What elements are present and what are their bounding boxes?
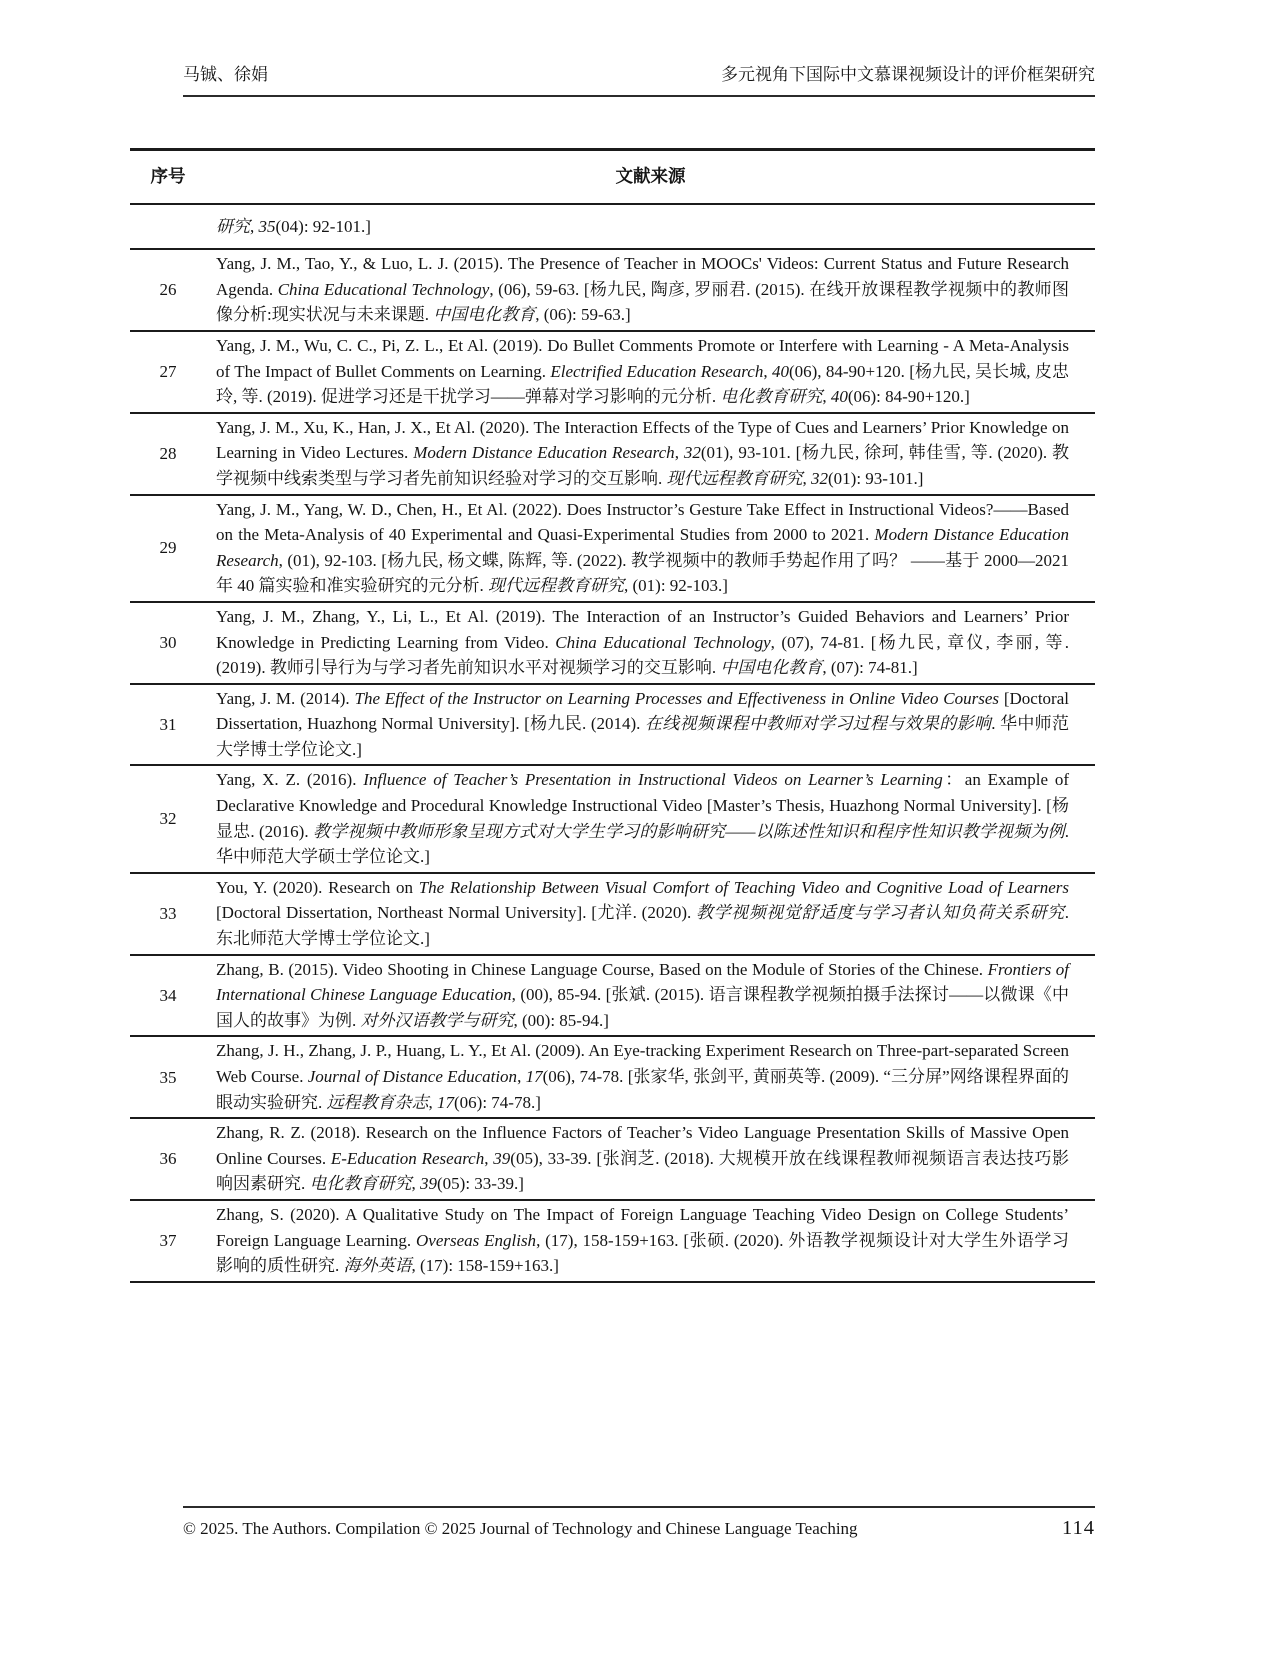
- source-segment: ,: [674, 443, 684, 463]
- source-segment-italic: 教学视频视觉舒适度与学习者认知负荷关系研究: [696, 903, 1065, 923]
- row-source: [206, 602, 1095, 684]
- source-segment: ,: [517, 1067, 526, 1086]
- row-source: [206, 249, 1095, 331]
- row-number: 29: [159, 538, 177, 558]
- source-segment: (01), 93-101. [杨九民, 徐珂, 韩佳雪, 等. (2020). 教学视频中线索类型与学习者先前知识经验对学习的交互影响.: [216, 443, 1070, 488]
- source-segment-italic: 对外汉语教学与研究: [360, 1010, 514, 1030]
- source-segment: Zhang, S. (2020). A Qualitative Study on The Impact of Foreign Language Teaching Video Design on College Students’ Foreign Language Learning.: [216, 1204, 1069, 1250]
- source-segment-italic: China Educational Technology: [555, 632, 771, 652]
- table-row: [130, 1200, 1095, 1282]
- page-footer: [183, 1506, 1095, 1540]
- table-row: [130, 1118, 1095, 1200]
- source-segment-italic: Electrified Education Research: [550, 361, 764, 381]
- source-segment: Yang, J. M., Xu, K., Han, J. X., Et Al. (2020). The Interaction Effects of the Type of Cues and Learners’ Prior Knowledge on Learning in Video Lectures.: [216, 417, 1069, 463]
- source-segment-italic: 40: [771, 361, 789, 381]
- source-segment: (04): 92-101.]: [275, 216, 371, 236]
- source-segment-italic: 电化教育研究: [309, 1174, 412, 1194]
- row-number: 31: [159, 714, 177, 734]
- table-row: [130, 684, 1095, 766]
- source-segment: ：an Example of Declarative Knowledge and Procedural Knowledge Instructional Video [Master’s Thesis, Huazhong Normal University]. [杨显忠. (2016).: [216, 770, 1069, 841]
- source-segment-italic: 中国电化教育: [720, 658, 823, 678]
- table-row: [130, 955, 1095, 1037]
- source-segment: ,: [250, 216, 259, 236]
- source-segment: Yang, J. M., Zhang, Y., Li, L., Et Al. (2019). The Interaction of an Instructor’s Guided Behaviors and Learners’ Prior Knowledge in Predicting Learning from Video.: [216, 606, 1069, 652]
- source-segment: , (00), 85-94. [张斌. (2015). 语言课程教学视频拍摄手法探讨——以微课《中国人的故事》为例.: [216, 985, 1070, 1030]
- source-segment: [Doctoral Dissertation, Huazhong Normal University]. [杨九民. (2014).: [216, 688, 1069, 734]
- source-segment-italic: 海外英语: [343, 1256, 412, 1276]
- row-source: [206, 873, 1095, 955]
- source-segment-italic: 在线视频课程中教师对学习过程与效果的影响: [645, 714, 992, 734]
- row-source: [206, 1200, 1095, 1282]
- source-segment: , (06), 59-63. [杨九民, 陶彦, 罗丽君. (2015). 在线开放课程教学视频中的教师图像分析:现实状况与未来课题.: [216, 279, 1070, 325]
- source-segment: (06): 84-90+120.]: [847, 387, 970, 407]
- source-segment-italic: Influence of Teacher’s Presentation in Instructional Videos on Learner’s Learning: [363, 770, 943, 790]
- source-segment: [Doctoral Dissertation, Northeast Normal University]. [尤洋. (2020).: [216, 903, 697, 923]
- source-segment-italic: 17: [525, 1067, 543, 1086]
- source-segment-italic: China Educational Technology: [277, 279, 490, 299]
- table-row: [130, 873, 1095, 955]
- source-segment-italic: 39: [420, 1174, 437, 1194]
- source-segment: ,: [484, 1148, 494, 1168]
- source-segment: Yang, X. Z. (2016).: [216, 770, 364, 790]
- table-row: [130, 602, 1095, 684]
- row-source: [206, 495, 1095, 602]
- source-segment: ,: [802, 468, 811, 488]
- table-row: [130, 413, 1095, 495]
- row-number: 26: [159, 280, 177, 300]
- source-segment: ,: [822, 387, 831, 407]
- source-segment-italic: Modern Distance Education Research: [216, 525, 1069, 570]
- row-number: 37: [159, 1231, 177, 1251]
- source-segment: ,: [428, 1092, 437, 1112]
- row-number: 35: [159, 1067, 177, 1087]
- source-segment: , (06): 59-63.]: [535, 305, 631, 325]
- table-header-row: [130, 150, 1095, 204]
- source-segment: (01): 93-101.]: [828, 468, 924, 488]
- row-number: 30: [159, 633, 177, 652]
- source-segment: (06), 74-78. [张家华, 张剑平, 黄丽英等. (2009). “三分屏”网络课程界面的眼动实验研究.: [216, 1067, 1070, 1112]
- row-source: [206, 684, 1095, 766]
- running-head: [183, 64, 1095, 97]
- source-segment: ,: [411, 1174, 420, 1194]
- source-segment-italic: 39: [493, 1148, 511, 1168]
- source-segment-italic: 32: [811, 468, 828, 488]
- table-row: [130, 204, 1095, 250]
- source-segment: , (01), 92-103. [杨九民, 杨文蝶, 陈辉, 等. (2022). 教学视频中的教师手势起作用了吗？ ——基于 2000—2021 年 40 篇实验和准实验研究的元分析.: [216, 550, 1069, 596]
- table-row: [130, 765, 1095, 872]
- source-segment: , (01): 92-103.]: [624, 576, 728, 596]
- source-segment: Yang, J. M., Wu, C. C., Pi, Z. L., Et Al. (2019). Do Bullet Comments Promote or Interfere with Learning - A Meta-Analysis of The Impact of Bullet Comments on Learning.: [216, 335, 1069, 381]
- row-number: 33: [159, 903, 177, 923]
- row-source: [206, 331, 1095, 413]
- source-segment-italic: 电化教育研究: [720, 387, 823, 407]
- row-source: [206, 955, 1095, 1037]
- source-segment-italic: E-Education Research: [330, 1148, 485, 1168]
- table-row: [130, 249, 1095, 331]
- row-source: [206, 1118, 1095, 1200]
- running-head-title: 多元视角下国际中文慕课视频设计的评价框架研究: [721, 65, 1095, 84]
- row-source: [206, 204, 1095, 250]
- row-number: 34: [159, 985, 177, 1005]
- source-segment: . 东北师范大学博士学位论文.]: [216, 903, 1069, 949]
- source-segment-italic: 研究: [216, 216, 250, 236]
- source-segment: , (17), 158-159+163. [张硕. (2020). 外语教学视频设计对大学生外语学习影响的质性研究.: [216, 1230, 1069, 1276]
- row-number: 36: [159, 1149, 177, 1169]
- row-number: [130, 204, 206, 250]
- source-segment: Zhang, B. (2015). Video Shooting in Chinese Language Course, Based on the Module of Stories of the Chinese.: [216, 959, 988, 979]
- table-row: [130, 331, 1095, 413]
- source-segment-italic: Frontiers of International Chinese Language Education: [216, 959, 1069, 1005]
- column-header-number: 序号: [130, 150, 206, 204]
- source-segment: , (07), 74-81. [杨九民, 章仪, 李丽, 等. (2019). 教师引导行为与学习者先前知识水平对视频学习的交互影响.: [216, 632, 1069, 678]
- table-row: [130, 1036, 1095, 1118]
- row-number: 28: [159, 443, 177, 463]
- source-segment: , (17): 158-159+163.]: [411, 1256, 559, 1276]
- source-segment-italic: The Effect of the Instructor on Learning Processes and Effectiveness in Online Video Courses: [354, 688, 1000, 708]
- source-segment-italic: 中国电化教育: [433, 305, 536, 325]
- references-table: [130, 148, 1095, 1283]
- source-segment-italic: 现代远程教育研究: [488, 576, 624, 596]
- source-segment: Yang, J. M., Tao, Y., & Luo, L. J. (2015). The Presence of Teacher in MOOCs' Videos: Current Status and Future Research Agenda.: [216, 254, 1069, 299]
- source-segment-italic: 32: [683, 443, 701, 463]
- source-segment: , (00): 85-94.]: [513, 1010, 609, 1030]
- footer-copyright: © 2025. The Authors. Compilation © 2025 Journal of Technology and Chinese Language Teaching: [183, 1519, 858, 1538]
- source-segment-italic: 现代远程教育研究: [666, 468, 803, 488]
- page-number: 114: [1062, 1517, 1095, 1539]
- source-segment: . 华中师范大学硕士学位论文.]: [216, 821, 1070, 867]
- column-header-source: 文献来源: [206, 150, 1095, 204]
- source-segment-italic: 远程教育杂志: [326, 1092, 429, 1112]
- source-segment: (05), 33-39. [张润芝. (2018). 大规模开放在线课程教师视频语言表达技巧影响因素研究.: [216, 1148, 1069, 1194]
- source-segment: (05): 33-39.]: [437, 1174, 524, 1194]
- source-segment: ,: [763, 361, 772, 381]
- source-segment-italic: 35: [258, 216, 276, 236]
- source-segment-italic: Journal of Distance Education: [307, 1067, 518, 1086]
- source-segment: Zhang, R. Z. (2018). Research on the Influence Factors of Teacher’s Video Language Presentation Skills of Massive Open Online Courses.: [216, 1123, 1069, 1168]
- source-segment-italic: Overseas English: [416, 1230, 537, 1250]
- row-source: [206, 413, 1095, 495]
- source-segment: (06), 84-90+120. [杨九民, 吴长城, 皮忠玲, 等. (2019). 促进学习还是干扰学习——弹幕对学习影响的元分析.: [216, 361, 1070, 407]
- row-number: 32: [159, 809, 177, 829]
- row-source: [206, 765, 1095, 872]
- row-source: [206, 1036, 1095, 1118]
- source-segment: Zhang, J. H., Zhang, J. P., Huang, L. Y., Et Al. (2009). An Eye-tracking Experiment Research on Three-part-separated Screen Web Course.: [216, 1041, 1069, 1086]
- table-row: [130, 495, 1095, 602]
- source-segment: . 华中师范大学博士学位论文.]: [216, 714, 1069, 759]
- running-head-authors: 马铖、徐娟: [183, 65, 268, 84]
- source-segment-italic: 17: [437, 1092, 454, 1112]
- source-segment-italic: The Relationship Between Visual Comfort of Teaching Video and Cognitive Load of Learners: [418, 877, 1069, 897]
- source-segment-italic: 教学视频中教师形象呈现方式对大学生学习的影响研究——以陈述性知识和程序性知识教学视频为例: [313, 821, 1065, 841]
- source-segment-italic: 40: [830, 387, 848, 407]
- source-segment-italic: Modern Distance Education Research: [413, 443, 675, 463]
- source-segment: (06): 74-78.]: [454, 1092, 541, 1112]
- source-segment: You, Y. (2020). Research on: [216, 877, 419, 897]
- source-segment: , (07): 74-81.]: [822, 658, 918, 678]
- source-segment: Yang, J. M., Yang, W. D., Chen, H., Et Al. (2022). Does Instructor’s Gesture Take Effect in Instructional Videos?——Based on the Meta-Analysis of 40 Experimental and Quasi-Experimental Studies from 2000 to 2021.: [216, 499, 1069, 545]
- row-number: 27: [159, 362, 177, 382]
- source-segment: Yang, J. M. (2014).: [216, 688, 355, 708]
